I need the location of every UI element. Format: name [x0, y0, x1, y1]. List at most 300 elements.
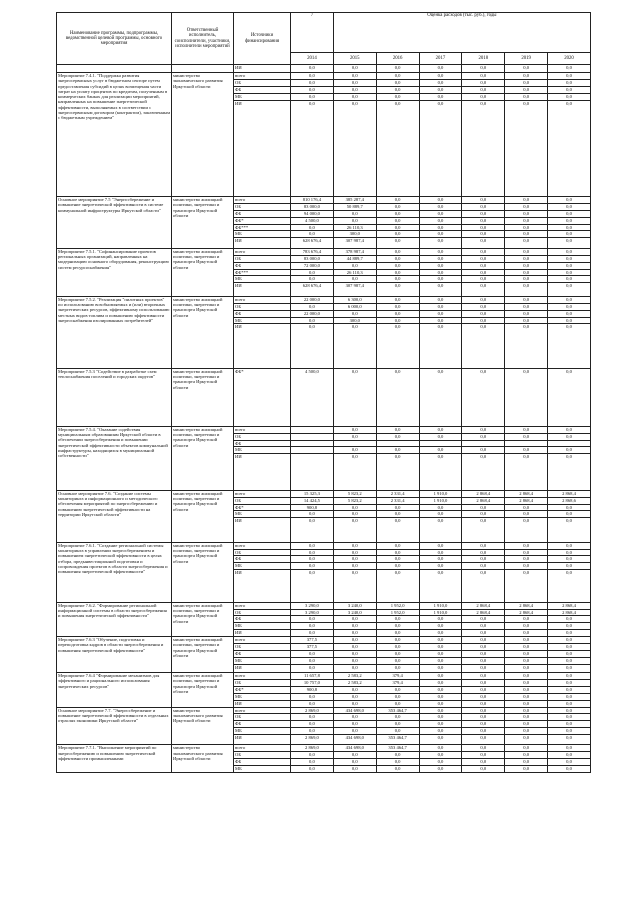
- table-row: [57, 65, 591, 73]
- cost-value: 0,0: [333, 518, 376, 542]
- cost-value: 94 000,0: [291, 210, 334, 217]
- cost-value: [505, 440, 548, 447]
- header-year: 2017: [419, 53, 462, 65]
- cost-value: 26 110,3: [333, 224, 376, 231]
- funding-source: ИИ: [234, 65, 291, 73]
- cost-value: 0,0: [462, 210, 505, 217]
- funding-source: всего: [234, 73, 291, 80]
- cost-value: 0,0: [291, 623, 334, 630]
- cost-value: 0,0: [462, 65, 505, 73]
- cost-value: 0,0: [462, 721, 505, 728]
- cost-value: 0,0: [505, 79, 548, 86]
- cost-value: 0,0: [291, 549, 334, 556]
- cost-value: 0,0: [505, 324, 548, 368]
- cost-value: 0,0: [419, 623, 462, 630]
- funding-source: ФБ: [234, 721, 291, 728]
- funding-source: ФБ*: [234, 504, 291, 511]
- cost-value: 0,0: [419, 735, 462, 745]
- cost-value: 0,0: [548, 673, 591, 680]
- cost-value: 0,0: [291, 73, 334, 80]
- funding-source: ИИ: [234, 324, 291, 368]
- cost-value: 2 868,4: [462, 490, 505, 497]
- funding-source: МБ: [234, 231, 291, 238]
- cost-value: 3 290,0: [291, 602, 334, 609]
- funding-source: всего: [234, 196, 291, 203]
- cost-value: 0,0: [333, 100, 376, 196]
- cost-value: 3 240,0: [333, 602, 376, 609]
- funding-source: ФБ: [234, 759, 291, 766]
- cost-value: 0,0: [419, 203, 462, 210]
- cost-value: 83 000,0: [291, 203, 334, 210]
- cost-value: 0,0: [462, 255, 505, 262]
- cost-value: 0,0: [548, 714, 591, 721]
- cost-value: 0,0: [548, 433, 591, 440]
- table-row: [57, 426, 591, 433]
- cost-value: 0,0: [333, 563, 376, 570]
- cost-value: 0,0: [333, 664, 376, 672]
- cost-value: 0,0: [505, 657, 548, 664]
- cost-value: 0,0: [419, 303, 462, 310]
- funding-source: всего: [234, 248, 291, 255]
- cost-value: 0,0: [505, 650, 548, 657]
- table-body: [57, 65, 591, 773]
- cost-value: 0,0: [548, 616, 591, 623]
- responsible-executor: министерство жилищной политики, энергетики и транспорта Иркутской области: [172, 673, 234, 707]
- cost-value: 0,0: [462, 447, 505, 454]
- cost-value: 0,0: [462, 686, 505, 693]
- cost-value: 15 325,3: [291, 490, 334, 497]
- cost-value: 0,0: [333, 657, 376, 664]
- activity-name: Мероприятие 7.6.4 "Формирование механизмов для эффективного и рационального использования энергетических ресурсов": [57, 673, 172, 707]
- cost-value: 0,0: [333, 79, 376, 86]
- cost-value: 0,0: [505, 276, 548, 283]
- cost-value: 0,0: [505, 563, 548, 570]
- cost-value: 0,0: [376, 255, 419, 262]
- cost-value: 0,0: [419, 728, 462, 735]
- cost-value: 14 424,5: [291, 497, 334, 504]
- header-responsible: Ответственный исполнитель, соисполнители, участники, исполнители мероприятий: [172, 13, 234, 65]
- cost-value: 2 868,4: [505, 602, 548, 609]
- cost-value: 4 500,0: [291, 217, 334, 224]
- funding-source: МБ: [234, 276, 291, 283]
- cost-value: 0,0: [376, 217, 419, 224]
- cost-value: 2 868,4: [505, 497, 548, 504]
- cost-value: 0,0: [419, 630, 462, 637]
- cost-value: 0,0: [548, 657, 591, 664]
- cost-value: 0,0: [462, 324, 505, 368]
- cost-value: 0,0: [419, 426, 462, 433]
- cost-value: 0,0: [462, 728, 505, 735]
- cost-value: 1 910,0: [419, 490, 462, 497]
- cost-value: 0,0: [548, 317, 591, 324]
- cost-value: 0,0: [419, 664, 462, 672]
- cost-value: 2 868,4: [548, 490, 591, 497]
- cost-value: 10 757,0: [291, 679, 334, 686]
- cost-value: 0,0: [419, 255, 462, 262]
- cost-value: 0,0: [462, 637, 505, 644]
- budget-table: [56, 12, 591, 773]
- cost-value: 0,0: [376, 276, 419, 283]
- cost-value: 0,0: [419, 556, 462, 563]
- cost-value: 0,0: [505, 217, 548, 224]
- funding-source: МБ: [234, 766, 291, 773]
- header-year: 2015: [333, 53, 376, 65]
- cost-value: 353 464,7: [376, 735, 419, 745]
- cost-value: 0,0: [462, 570, 505, 602]
- cost-value: 0,0: [376, 426, 419, 433]
- cost-value: 0,0: [505, 73, 548, 80]
- cost-value: 0,0: [548, 426, 591, 433]
- cost-value: 783 676,4: [291, 248, 334, 255]
- funding-source: ФБ: [234, 650, 291, 657]
- cost-value: 300,0: [333, 317, 376, 324]
- cost-value: 0,0: [419, 686, 462, 693]
- table-row: [57, 745, 591, 752]
- cost-value: 6 000,0: [333, 303, 376, 310]
- cost-value: 2 331,4: [376, 490, 419, 497]
- funding-source: ОБ: [234, 203, 291, 210]
- cost-value: 0,0: [548, 707, 591, 714]
- cost-value: 0,0: [505, 269, 548, 276]
- cost-value: 22 000,0: [291, 296, 334, 303]
- funding-source: МБ: [234, 93, 291, 100]
- cost-value: 0,0: [376, 454, 419, 490]
- cost-value: 0,0: [505, 686, 548, 693]
- cost-value: 0,0: [505, 679, 548, 686]
- cost-value: 0,0: [333, 630, 376, 637]
- cost-value: 0,0: [462, 454, 505, 490]
- funding-source: ОБ: [234, 752, 291, 759]
- cost-value: 0,0: [376, 511, 419, 518]
- cost-value: 0,0: [333, 700, 376, 707]
- cost-value: 0,0: [505, 745, 548, 752]
- cost-value: 0,0: [462, 238, 505, 249]
- cost-value: 0,0: [419, 238, 462, 249]
- cost-value: 0,0: [376, 79, 419, 86]
- cost-value: 2 869,0: [291, 745, 334, 752]
- cost-value: 0,0: [548, 745, 591, 752]
- cost-value: 0,0: [376, 563, 419, 570]
- table-row: [57, 368, 591, 426]
- cost-value: 0,0: [505, 210, 548, 217]
- cost-value: 378 987,4: [333, 248, 376, 255]
- cost-value: 0,0: [419, 296, 462, 303]
- cost-value: 0,0: [333, 310, 376, 317]
- cost-value: 0,0: [548, 752, 591, 759]
- cost-value: 377,5: [291, 637, 334, 644]
- cost-value: 0,0: [333, 433, 376, 440]
- cost-value: 0,0: [505, 630, 548, 637]
- cost-value: 0,0: [376, 296, 419, 303]
- funding-source: ФБ: [234, 262, 291, 269]
- cost-value: [291, 454, 334, 490]
- cost-value: 0,0: [462, 542, 505, 549]
- cost-value: 0,0: [548, 86, 591, 93]
- cost-value: 0,0: [376, 324, 419, 368]
- table-row: [57, 296, 591, 303]
- cost-value: 0,0: [376, 650, 419, 657]
- cost-value: 0,0: [462, 623, 505, 630]
- cost-value: 0,0: [548, 65, 591, 73]
- cost-value: 0,0: [419, 721, 462, 728]
- funding-source: всего: [234, 426, 291, 433]
- cost-value: 0,0: [548, 283, 591, 297]
- cost-value: 0,0: [505, 238, 548, 249]
- cost-value: 0,0: [333, 650, 376, 657]
- cost-value: 0,0: [291, 317, 334, 324]
- cost-value: 0,0: [548, 296, 591, 303]
- cost-value: 0,0: [505, 368, 548, 426]
- cost-value: 0,0: [419, 86, 462, 93]
- responsible-executor: министерство жилищной политики, энергетики и транспорта Иркутской области: [172, 637, 234, 673]
- cost-value: 0,0: [548, 224, 591, 231]
- cost-value: 0,0: [505, 644, 548, 651]
- cost-value: 0,0: [376, 210, 419, 217]
- cost-value: 0,0: [419, 224, 462, 231]
- cost-value: 0,0: [291, 693, 334, 700]
- funding-source: всего: [234, 296, 291, 303]
- cost-value: 0,0: [333, 454, 376, 490]
- funding-source: ФБ***: [234, 224, 291, 231]
- cost-value: 0,0: [376, 196, 419, 203]
- cost-value: 6 300,0: [333, 296, 376, 303]
- cost-value: 0,0: [505, 433, 548, 440]
- cost-value: [291, 426, 334, 433]
- cost-value: 0,0: [548, 728, 591, 735]
- cost-value: 0,0: [333, 759, 376, 766]
- funding-source: ФБ*: [234, 217, 291, 224]
- cost-value: 0,0: [462, 679, 505, 686]
- activity-name: Мероприятие 7.4.1. "Поддержка развития энергосервисных услуг в бюджетном секторе путем предоставления субсидий в целях возмещения части затрат на уплату процентов по кредитам, полученным в коммерческих банках для реализации мероприятий, направленных на повышение энергетической эффективности, выполняемых в соответствии с энергосервисным договором (контрактом), заключенным с бюджетным учреждением": [57, 73, 172, 197]
- cost-value: 2 583,2: [333, 673, 376, 680]
- cost-value: 0,0: [548, 231, 591, 238]
- cost-value: 0,0: [505, 728, 548, 735]
- cost-value: 0,0: [548, 269, 591, 276]
- cost-value: 0,0: [376, 570, 419, 602]
- cost-value: 3 240,0: [333, 609, 376, 616]
- cost-value: 0,0: [505, 721, 548, 728]
- cost-value: 0,0: [376, 262, 419, 269]
- cost-value: 0,0: [462, 276, 505, 283]
- cost-value: 2 868,4: [462, 602, 505, 609]
- cost-value: 0,0: [333, 262, 376, 269]
- cost-value: 0,0: [419, 759, 462, 766]
- cost-value: 0,0: [505, 310, 548, 317]
- funding-source: ФБ: [234, 310, 291, 317]
- activity-name: Мероприятие 7.5.2. "Реализация "пилотных проектов" по использованию возобновляемых и (или) вторичных энергетических ресурсов, эффективному использованию местных видов топлива и повышению эффективности энергоснабжения изолированных потребителей": [57, 296, 172, 368]
- cost-value: 0,0: [548, 217, 591, 224]
- cost-value: 0,0: [462, 650, 505, 657]
- funding-source: ИИ: [234, 630, 291, 637]
- cost-value: 0,0: [548, 644, 591, 651]
- cost-value: 0,0: [548, 454, 591, 490]
- cost-value: 0,0: [462, 269, 505, 276]
- responsible-executor: министерство жилищной политики, энергетики и транспорта Иркутской области: [172, 248, 234, 296]
- responsible-executor: [172, 65, 234, 73]
- cost-value: 0,0: [333, 644, 376, 651]
- cost-value: 0,0: [462, 317, 505, 324]
- cost-value: 5 823,2: [333, 497, 376, 504]
- funding-source: ФБ: [234, 86, 291, 93]
- cost-value: 353 464,7: [376, 745, 419, 752]
- cost-value: 0,0: [376, 752, 419, 759]
- cost-value: 0,0: [419, 79, 462, 86]
- cost-value: 0,0: [548, 511, 591, 518]
- cost-value: 1 910,0: [419, 609, 462, 616]
- cost-value: [333, 440, 376, 447]
- cost-value: 0,0: [462, 100, 505, 196]
- cost-value: 0,0: [548, 276, 591, 283]
- cost-value: 0,0: [333, 556, 376, 563]
- cost-value: 0,0: [333, 728, 376, 735]
- cost-value: 0,0: [548, 248, 591, 255]
- cost-value: 307 987,4: [333, 283, 376, 297]
- cost-value: 0,0: [376, 203, 419, 210]
- cost-value: 0,0: [419, 276, 462, 283]
- cost-value: 0,0: [419, 269, 462, 276]
- cost-value: 0,0: [419, 673, 462, 680]
- cost-value: [548, 440, 591, 447]
- cost-value: 0,0: [333, 73, 376, 80]
- funding-source: всего: [234, 673, 291, 680]
- activity-name: Мероприятие 7.6.3 "Обучение, подготовка и переподготовка кадров в области энергосбережения и повышения энергетической эффективности": [57, 637, 172, 673]
- funding-source: ФБ: [234, 440, 291, 447]
- cost-value: 353 464,7: [376, 707, 419, 714]
- cost-value: 0,0: [505, 511, 548, 518]
- cost-value: 0,0: [548, 721, 591, 728]
- header-cost-estimate: Оценка расходов (тыс. руб.), годы: [333, 13, 590, 53]
- cost-value: 434 698,0: [333, 735, 376, 745]
- cost-value: 0,0: [419, 616, 462, 623]
- cost-value: [419, 440, 462, 447]
- cost-value: 0,0: [419, 447, 462, 454]
- cost-value: 0,0: [291, 721, 334, 728]
- cost-value: 0,0: [376, 616, 419, 623]
- cost-value: 0,0: [419, 644, 462, 651]
- cost-value: 0,0: [505, 616, 548, 623]
- funding-source: МБ: [234, 693, 291, 700]
- cost-value: 0,0: [333, 542, 376, 549]
- cost-value: 0,0: [333, 210, 376, 217]
- cost-value: 0,0: [333, 637, 376, 644]
- cost-value: 0,0: [548, 238, 591, 249]
- table-header: [57, 13, 591, 65]
- cost-value: 0,0: [548, 686, 591, 693]
- cost-value: 0,0: [291, 93, 334, 100]
- cost-value: 0,0: [376, 637, 419, 644]
- cost-value: 0,0: [548, 735, 591, 745]
- cost-value: 4 500,0: [291, 368, 334, 426]
- funding-source: ИИ: [234, 700, 291, 707]
- cost-value: 0,0: [462, 735, 505, 745]
- table-row: [57, 637, 591, 644]
- document-page: [56, 12, 590, 773]
- cost-value: 0,0: [419, 283, 462, 297]
- cost-value: 300,0: [333, 231, 376, 238]
- cost-value: 0,0: [548, 255, 591, 262]
- cost-value: 0,0: [419, 310, 462, 317]
- cost-value: 628 676,4: [291, 283, 334, 297]
- cost-value: 0,0: [548, 766, 591, 773]
- cost-value: 0,0: [376, 556, 419, 563]
- cost-value: 0,0: [376, 303, 419, 310]
- cost-value: 0,0: [462, 310, 505, 317]
- cost-value: 0,0: [548, 368, 591, 426]
- cost-value: 0,0: [462, 248, 505, 255]
- cost-value: 3 290,0: [291, 609, 334, 616]
- cost-value: 0,0: [462, 368, 505, 426]
- cost-value: 0,0: [333, 426, 376, 433]
- cost-value: 0,0: [333, 86, 376, 93]
- responsible-executor: министерство экономического развития Иркутской области: [172, 707, 234, 745]
- cost-value: 0,0: [376, 231, 419, 238]
- cost-value: 434 698,0: [333, 745, 376, 752]
- funding-source: МБ: [234, 563, 291, 570]
- cost-value: 50 889,7: [333, 203, 376, 210]
- funding-source: ОБ: [234, 433, 291, 440]
- cost-value: 0,0: [462, 644, 505, 651]
- table-row: [57, 707, 591, 714]
- cost-value: 0,0: [419, 210, 462, 217]
- cost-value: 0,0: [376, 310, 419, 317]
- cost-value: 0,0: [505, 203, 548, 210]
- funding-source: всего: [234, 490, 291, 497]
- cost-value: 0,0: [505, 542, 548, 549]
- funding-source: ОБ: [234, 714, 291, 721]
- cost-value: 0,0: [462, 616, 505, 623]
- cost-value: 0,0: [333, 549, 376, 556]
- cost-value: 0,0: [419, 766, 462, 773]
- funding-source: ОБ: [234, 609, 291, 616]
- cost-value: 0,0: [462, 714, 505, 721]
- cost-value: 2 868,4: [548, 609, 591, 616]
- funding-source: ОБ: [234, 79, 291, 86]
- cost-value: 0,0: [376, 542, 419, 549]
- cost-value: 0,0: [376, 65, 419, 73]
- cost-value: 0,0: [462, 563, 505, 570]
- cost-value: 0,0: [505, 224, 548, 231]
- cost-value: 0,0: [548, 556, 591, 563]
- cost-value: 0,0: [376, 504, 419, 511]
- cost-value: 0,0: [291, 86, 334, 93]
- cost-value: 0,0: [462, 93, 505, 100]
- funding-source: МБ: [234, 657, 291, 664]
- cost-value: 0,0: [505, 637, 548, 644]
- cost-value: 2 869,0: [291, 735, 334, 745]
- cost-value: 0,0: [419, 504, 462, 511]
- cost-value: 0,0: [462, 196, 505, 203]
- table-row: [57, 248, 591, 255]
- cost-value: [291, 433, 334, 440]
- cost-value: 0,0: [333, 324, 376, 368]
- cost-value: 2 331,4: [376, 497, 419, 504]
- cost-value: 0,0: [505, 248, 548, 255]
- cost-value: 0,0: [333, 65, 376, 73]
- cost-value: 0,0: [291, 714, 334, 721]
- cost-value: 2 869,0: [291, 707, 334, 714]
- activity-name: Мероприятие 7.6.1. "Создание региональной системы мониторинга в управлении энергосбережением и повышением энергетической эффективности в целях отбора, предынвестиционной подготовки и сопровождения проектов в области энергосбережения и повышения энергетической эффективности": [57, 542, 172, 602]
- cost-value: 379,4: [376, 679, 419, 686]
- funding-source: МБ: [234, 623, 291, 630]
- cost-value: 0,0: [419, 563, 462, 570]
- funding-source: ИИ: [234, 238, 291, 249]
- responsible-executor: министерство жилищной политики, энергетики и транспорта Иркутской области: [172, 602, 234, 636]
- cost-value: 2 868,4: [462, 497, 505, 504]
- cost-value: 0,0: [419, 217, 462, 224]
- cost-value: 0,0: [419, 707, 462, 714]
- responsible-executor: министерство жилищной политики, энергетики и транспорта Иркутской области: [172, 296, 234, 368]
- cost-value: 0,0: [419, 368, 462, 426]
